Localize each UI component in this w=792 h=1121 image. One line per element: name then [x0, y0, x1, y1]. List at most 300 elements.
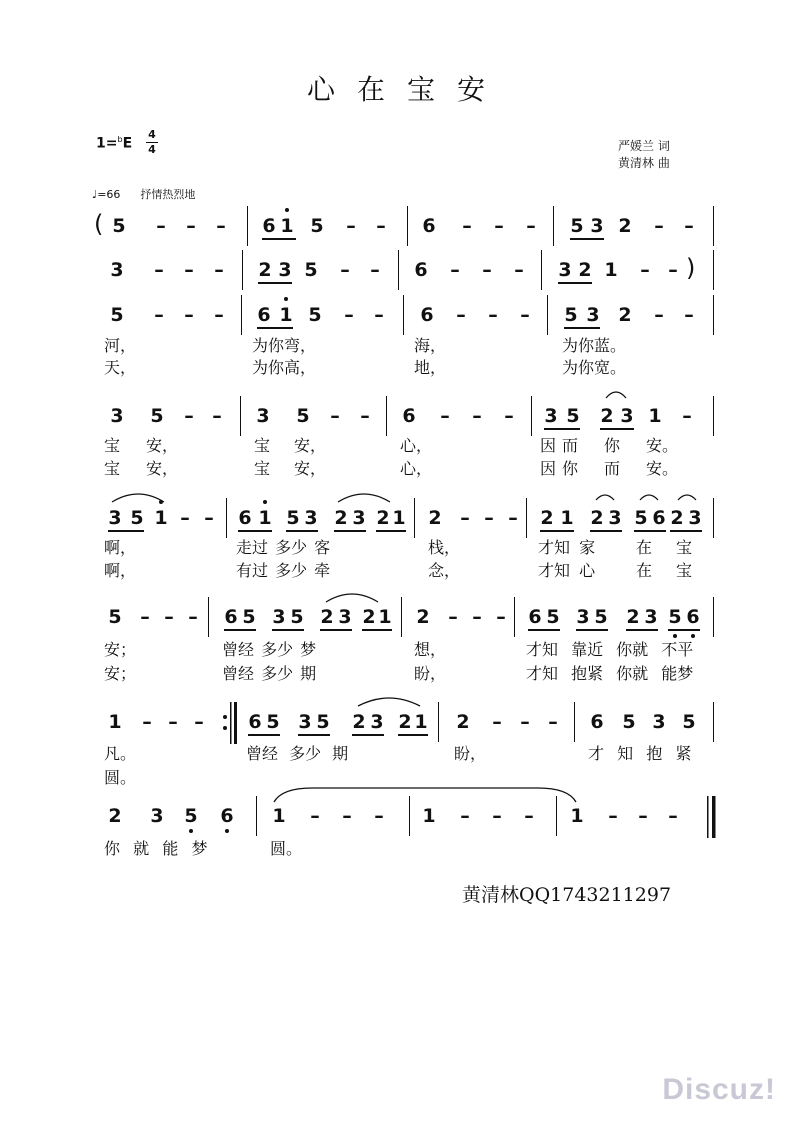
tempo-mark: ♩=66: [92, 188, 121, 201]
lyric: 宝: [104, 436, 121, 455]
lyric: 才知 家: [538, 538, 596, 557]
note: 3: [298, 711, 312, 733]
note: 5: [566, 405, 580, 427]
dash: –: [344, 304, 354, 326]
underline: [238, 530, 272, 532]
barline: [409, 796, 410, 836]
underline: [558, 282, 592, 284]
dash: –: [460, 507, 470, 529]
dash: –: [216, 215, 226, 237]
dash: –: [654, 215, 664, 237]
note: 3: [304, 507, 318, 529]
note: 6: [414, 259, 428, 281]
note: 6: [238, 507, 252, 529]
note: 6: [262, 215, 276, 237]
barline: [713, 702, 714, 742]
dash: –: [140, 606, 150, 628]
barline: [256, 796, 257, 836]
note: 2: [376, 507, 390, 529]
dash: –: [188, 606, 198, 628]
note: 3: [620, 405, 634, 427]
barline: [241, 295, 242, 335]
note: 6: [220, 805, 234, 827]
dash: –: [482, 259, 492, 281]
key-signature: [96, 135, 132, 152]
dash: –: [340, 259, 350, 281]
lyric: 盼，: [414, 664, 447, 683]
lyric: 安；: [104, 640, 137, 659]
dash: –: [310, 805, 320, 827]
underline: [668, 629, 700, 631]
dash: –: [164, 606, 174, 628]
note: 2: [334, 507, 348, 529]
dash: –: [204, 507, 214, 529]
lyric: 曾经 多少 期: [246, 744, 349, 763]
final-barline: [706, 796, 718, 838]
note: 5: [316, 711, 330, 733]
note: 5: [286, 507, 300, 529]
open-paren: (: [94, 210, 104, 238]
underline: [398, 734, 428, 736]
dash: –: [472, 606, 482, 628]
note: 1: [392, 507, 406, 529]
lyric: 想，: [414, 640, 447, 659]
low-dot: [673, 634, 677, 638]
note: 6: [528, 606, 542, 628]
lyric: 有过 多少 牵: [236, 561, 331, 580]
note: 3: [256, 405, 270, 427]
note: 3: [544, 405, 558, 427]
lyric: 为你高，: [252, 358, 317, 377]
note: 2: [362, 606, 376, 628]
lyric: 在: [636, 561, 653, 580]
barline: [414, 498, 415, 538]
note: 2: [618, 304, 632, 326]
underline: [258, 282, 292, 284]
note: 6: [590, 711, 604, 733]
note: 5: [308, 304, 322, 326]
note: 2: [670, 507, 684, 529]
lyric: 为你蓝。: [562, 336, 627, 355]
note: 1: [422, 805, 436, 827]
dash: –: [440, 405, 450, 427]
dash: –: [654, 304, 664, 326]
note: 3: [688, 507, 702, 529]
lyric: 凡。: [104, 744, 137, 763]
barline: [713, 250, 714, 290]
dash: –: [180, 507, 190, 529]
barline: [713, 597, 714, 637]
dash: –: [682, 405, 692, 427]
lyric: 宝: [676, 538, 693, 557]
lyric: 安。: [646, 459, 679, 478]
underline: [286, 530, 318, 532]
composer: 黄清林 曲: [618, 156, 670, 170]
dash: –: [374, 805, 384, 827]
note: 5: [112, 215, 126, 237]
dash: –: [524, 805, 534, 827]
dash: –: [668, 259, 678, 281]
lyric: 盼，: [454, 744, 487, 763]
note: 2: [626, 606, 640, 628]
high-dot: [285, 208, 289, 212]
lyric: 曾经 多少 梦: [222, 640, 317, 659]
lyric: 啊，: [104, 561, 137, 580]
dash: –: [184, 259, 194, 281]
note: 5: [564, 304, 578, 326]
dash: –: [346, 215, 356, 237]
note: 5: [150, 405, 164, 427]
lyric: 安。: [646, 436, 679, 455]
barline: [526, 498, 527, 538]
dash: –: [450, 259, 460, 281]
underline: [626, 629, 658, 631]
dash: –: [212, 405, 222, 427]
note: 5: [130, 507, 144, 529]
dash: –: [184, 405, 194, 427]
slur: [638, 490, 660, 502]
high-dot: [159, 500, 163, 504]
key-prefix: 1=: [96, 135, 118, 152]
lyric: 安，: [146, 436, 179, 455]
dash: –: [194, 711, 204, 733]
underline: [352, 734, 384, 736]
note: 1: [258, 507, 272, 529]
dash: –: [494, 215, 504, 237]
underline: [600, 428, 634, 430]
dash: –: [360, 405, 370, 427]
note: 6: [402, 405, 416, 427]
lyric: 在: [636, 538, 653, 557]
time-bottom: 4: [148, 143, 156, 156]
barline: [514, 597, 515, 637]
note: 6: [420, 304, 434, 326]
barline: [226, 498, 227, 538]
dash: –: [492, 805, 502, 827]
lyric: 心，: [400, 436, 433, 455]
high-dot: [284, 297, 288, 301]
note: 6: [257, 304, 271, 326]
note: 3: [338, 606, 352, 628]
underline: [272, 629, 304, 631]
lyric: 而: [604, 459, 621, 478]
underline: [362, 629, 392, 631]
dash: –: [214, 304, 224, 326]
note: 3: [652, 711, 666, 733]
note: 1: [648, 405, 662, 427]
barline: [386, 396, 387, 436]
dash: –: [472, 405, 482, 427]
flat-sign: b: [117, 135, 123, 144]
barline: [541, 250, 542, 290]
note: 2: [258, 259, 272, 281]
lyric: 啊，: [104, 538, 137, 557]
slur: [324, 588, 380, 604]
note: 1: [570, 805, 584, 827]
lyric: 你 就 能 梦: [104, 839, 209, 858]
underline: [590, 530, 622, 532]
dash: –: [184, 304, 194, 326]
note: 5: [634, 507, 648, 529]
underline: [670, 530, 702, 532]
tempo-marking: [92, 186, 195, 202]
note: 1: [272, 805, 286, 827]
note: 5: [108, 606, 122, 628]
dash: –: [448, 606, 458, 628]
underline: [540, 530, 574, 532]
note: 3: [272, 606, 286, 628]
underline: [108, 530, 144, 532]
dash: –: [168, 711, 178, 733]
dash: –: [376, 215, 386, 237]
underline: [570, 238, 604, 240]
note: 2: [590, 507, 604, 529]
key-note: E: [122, 135, 133, 152]
lyricist: 严媛兰 词: [618, 139, 670, 153]
watermark-logo: Discuz!: [662, 1073, 776, 1106]
slur: [336, 488, 392, 504]
slur: [110, 488, 166, 504]
note: 2: [352, 711, 366, 733]
lyric: 河，: [104, 336, 137, 355]
lyric: 因而: [540, 436, 585, 455]
lyric: 曾经 多少 期: [222, 664, 317, 683]
note: 2: [416, 606, 430, 628]
barline: [574, 702, 575, 742]
dash: –: [214, 259, 224, 281]
note: 5: [290, 606, 304, 628]
underline: [224, 629, 256, 631]
lyric: 安；: [104, 664, 137, 683]
note: 5: [110, 304, 124, 326]
barline: [531, 396, 532, 436]
dash: –: [514, 259, 524, 281]
dash: –: [640, 259, 650, 281]
barline: [547, 295, 548, 335]
note: 1: [108, 711, 122, 733]
dash: –: [492, 711, 502, 733]
repeat-sign: [222, 702, 238, 744]
barline: [242, 250, 243, 290]
note: 5: [296, 405, 310, 427]
underline: [257, 327, 293, 329]
dash: –: [460, 805, 470, 827]
lyric: 天，: [104, 358, 137, 377]
low-dot: [189, 829, 193, 833]
dash: –: [548, 711, 558, 733]
note: 2: [600, 405, 614, 427]
dash: –: [154, 304, 164, 326]
note: 3: [150, 805, 164, 827]
lyric: 圆。: [104, 768, 137, 787]
note: 2: [540, 507, 554, 529]
note: 6: [652, 507, 666, 529]
dash: –: [684, 304, 694, 326]
expression-mark: 抒情热烈地: [140, 188, 196, 201]
note: 1: [414, 711, 428, 733]
close-paren: ): [686, 254, 696, 282]
lyric: 栈，: [428, 538, 461, 557]
barline: [407, 206, 408, 246]
low-dot: [225, 829, 229, 833]
note: 3: [110, 259, 124, 281]
lyric: 宝: [104, 459, 121, 478]
dash: –: [684, 215, 694, 237]
note: 2: [108, 805, 122, 827]
note: 3: [352, 507, 366, 529]
lyric: 心，: [400, 459, 433, 478]
note: 6: [248, 711, 262, 733]
note: 5: [682, 711, 696, 733]
barline: [240, 396, 241, 436]
low-dot: [691, 634, 695, 638]
note: 5: [266, 711, 280, 733]
note: 3: [110, 405, 124, 427]
note: 2: [398, 711, 412, 733]
note: 6: [224, 606, 238, 628]
dash: –: [520, 711, 530, 733]
barline: [556, 796, 557, 836]
underline: [376, 530, 406, 532]
barline: [713, 498, 714, 538]
barline: [398, 250, 399, 290]
slur: [356, 692, 422, 708]
barline: [438, 702, 439, 742]
barline: [401, 597, 402, 637]
note: 3: [644, 606, 658, 628]
lyric: 海，: [414, 336, 447, 355]
dash: –: [156, 215, 166, 237]
underline: [544, 428, 580, 430]
lyric: 念，: [428, 561, 461, 580]
underline: [634, 530, 666, 532]
dash: –: [496, 606, 506, 628]
dash: –: [142, 711, 152, 733]
underline: [576, 629, 608, 631]
barline: [247, 206, 248, 246]
note: 5: [622, 711, 636, 733]
slur: [594, 490, 616, 502]
note: 3: [608, 507, 622, 529]
note: 5: [668, 606, 682, 628]
note: 2: [320, 606, 334, 628]
barline: [208, 597, 209, 637]
note: 2: [456, 711, 470, 733]
lyric: 才知 心: [538, 561, 596, 580]
lyric: 才 知 抱 紧: [588, 744, 693, 763]
lyric: 宝: [676, 561, 693, 580]
note: 3: [590, 215, 604, 237]
dash: –: [638, 805, 648, 827]
dash: –: [668, 805, 678, 827]
slur: [676, 490, 698, 502]
lyric: 宝: [254, 459, 271, 478]
note: 3: [370, 711, 384, 733]
dash: –: [508, 507, 518, 529]
dash: –: [484, 507, 494, 529]
note: 3: [108, 507, 122, 529]
dash: –: [342, 805, 352, 827]
dash: –: [456, 304, 466, 326]
time-top: 4: [148, 128, 156, 141]
note: 2: [578, 259, 592, 281]
note: 1: [279, 304, 293, 326]
underline: [564, 327, 600, 329]
tie: [272, 786, 578, 804]
time-signature: [146, 129, 158, 156]
note: 2: [428, 507, 442, 529]
lyric: 宝: [254, 436, 271, 455]
high-dot: [263, 500, 267, 504]
dash: –: [186, 215, 196, 237]
note: 1: [280, 215, 294, 237]
lyric: 地，: [414, 358, 447, 377]
note: 1: [560, 507, 574, 529]
note: 5: [304, 259, 318, 281]
lyric: 为你弯，: [252, 336, 317, 355]
dash: –: [330, 405, 340, 427]
underline: [334, 530, 366, 532]
dash: –: [504, 405, 514, 427]
note: 3: [278, 259, 292, 281]
note: 5: [594, 606, 608, 628]
slur: [604, 386, 628, 400]
barline: [713, 295, 714, 335]
dash: –: [462, 215, 472, 237]
note: 3: [586, 304, 600, 326]
dash: –: [370, 259, 380, 281]
barline: [553, 206, 554, 246]
note: 6: [686, 606, 700, 628]
note: 5: [242, 606, 256, 628]
lyric: 因你: [540, 459, 585, 478]
note: 5: [184, 805, 198, 827]
barline: [713, 206, 714, 246]
note: 3: [558, 259, 572, 281]
dash: –: [488, 304, 498, 326]
lyric: 才知 靠近 你就 不平: [526, 640, 694, 659]
song-title: 心在宝安: [306, 73, 507, 106]
underline: [248, 734, 280, 736]
note: 3: [576, 606, 590, 628]
dash: –: [520, 304, 530, 326]
note: 6: [422, 215, 436, 237]
dash: –: [526, 215, 536, 237]
dash: –: [374, 304, 384, 326]
lyric: 安，: [146, 459, 179, 478]
dash: –: [154, 259, 164, 281]
lyric: 安，: [294, 459, 327, 478]
dash: –: [608, 805, 618, 827]
barline: [713, 396, 714, 436]
note: 5: [570, 215, 584, 237]
note: 5: [546, 606, 560, 628]
note: 1: [378, 606, 392, 628]
underline: [528, 629, 560, 631]
barline: [403, 295, 404, 335]
lyric: 走过 多少 客: [236, 538, 331, 557]
note: 5: [310, 215, 324, 237]
underline: [262, 238, 296, 240]
lyric: 安，: [294, 436, 327, 455]
lyric: 才知 抱紧 你就 能梦: [526, 664, 694, 683]
lyric: 为你宽。: [562, 358, 627, 377]
underline: [320, 629, 352, 631]
note: 2: [618, 215, 632, 237]
lyric: 你: [604, 436, 621, 455]
underline: [298, 734, 330, 736]
note: 1: [604, 259, 618, 281]
